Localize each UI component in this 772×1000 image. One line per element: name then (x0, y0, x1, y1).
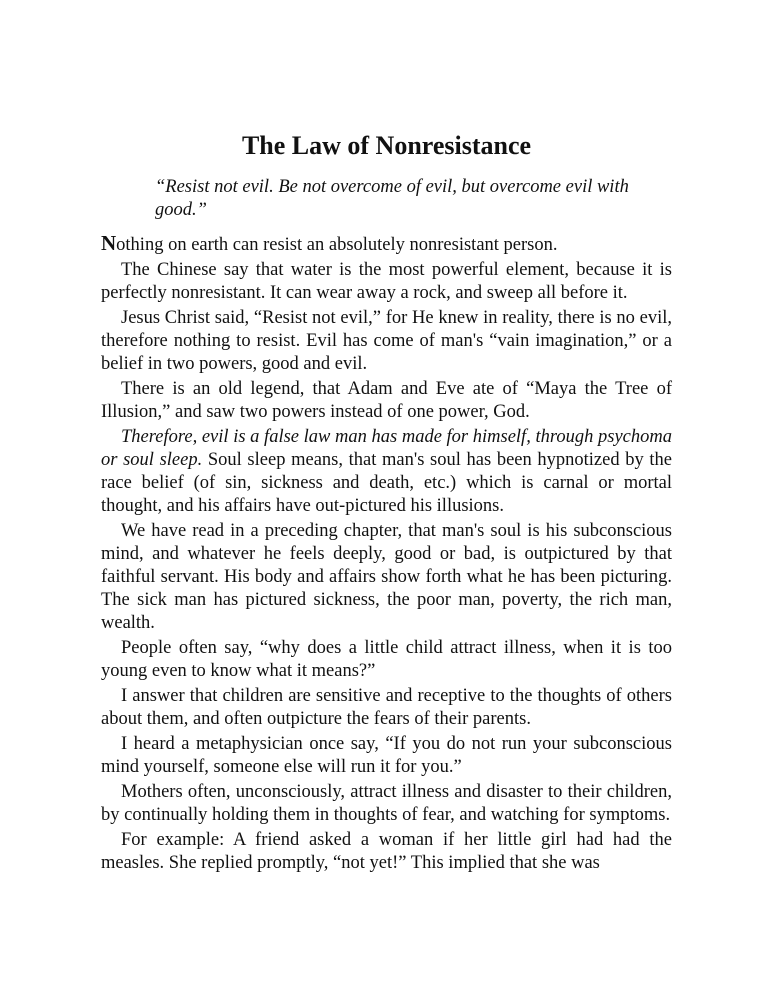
paragraph: Mothers often, unconsciously, attract illness and disaster to their children, by continually holding them in thoughts of fear, and watching for symptoms. (101, 782, 672, 825)
paragraph: The Chinese say that water is the most powerful element, because it is perfectly nonresistant. It can wear away a rock, and sweep all before it. (101, 260, 672, 303)
paragraph-text: othing on earth can resist an absolutely nonresistant person. (116, 235, 558, 255)
paragraph: Jesus Christ said, “Resist not evil,” for He knew in reality, there is no evil, therefore nothing to resist. Evil has come of man's “vain imagination,” or a belief in two powers, good and evil. (101, 308, 672, 374)
paragraph (101, 426, 672, 518)
drop-cap: N (101, 231, 117, 255)
paragraph-emphasis: Therefore, evil is a false law man has made for himself, through psychoma or soul sleep. (101, 427, 672, 470)
paragraph: I answer that children are sensitive and receptive to the thoughts of others about them, and often outpicture the fears of their parents. (101, 686, 672, 729)
chapter-epigraph: “Resist not evil. Be not overcome of evil, but overcome evil with good.” (155, 177, 629, 220)
chapter-body (101, 232, 672, 875)
paragraph (101, 232, 672, 257)
paragraph: For example: A friend asked a woman if her little girl had had the measles. She replied promptly, “not yet!” This implied that she was (101, 830, 672, 873)
paragraph: I heard a metaphysician once say, “If you do not run your subconscious mind yourself, someone else will run it for you.” (101, 734, 672, 777)
chapter-title: The Law of Nonresistance (241, 131, 532, 160)
paragraph: We have read in a preceding chapter, that man's soul is his subconscious mind, and whatever he feels deeply, good or bad, is outpictured by that faithful servant. His body and affairs show forth what he has been picturing. The sick man has pictured sickness, the poor man, poverty, the rich man, wealth. (101, 521, 672, 633)
paragraph-text: Soul sleep means, that man's soul has been hypnotized by the race belief (of sin, sickness and death, etc.) which is carnal or mortal thought, and his affairs have out-pictured his illusions. (101, 450, 672, 516)
paragraph: People often say, “why does a little child attract illness, when it is too young even to know what it means?” (101, 638, 672, 681)
book-page (101, 128, 672, 877)
paragraph: There is an old legend, that Adam and Eve ate of “Maya the Tree of Illusion,” and saw two powers instead of one power, God. (101, 379, 672, 422)
